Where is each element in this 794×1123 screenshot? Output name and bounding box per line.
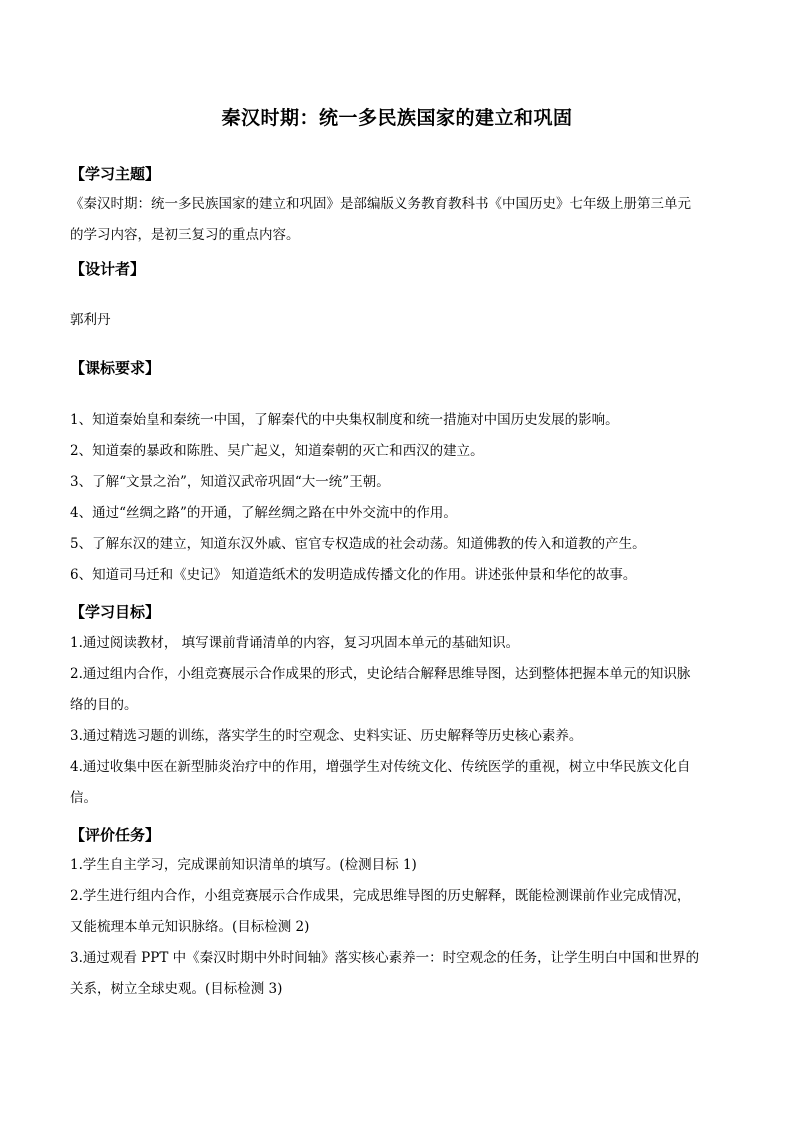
task-item-1: 1.学生自主学习，完成课前知识清单的填写。(检测目标 1): [70, 857, 417, 873]
theme-paragraph: [70, 189, 726, 251]
standard-item: 3、了解“文景之治”，知道汉武帝巩固“大一统”王朝。: [70, 474, 390, 490]
heading-goals: 【学习目标】: [70, 603, 161, 621]
goal-item-2-cont: 络的目的。: [70, 697, 138, 713]
heading-designer: 【设计者】: [70, 260, 146, 278]
task-item-2: 2.学生进行组内合作，小组竞赛展示合作成果，完成思维导图的历史解释，既能检测课前作业完成情况，: [70, 888, 691, 904]
tasks-list: [70, 850, 726, 1005]
task-item-3-cont: 关系，树立全球史观。(目标检测 3): [70, 981, 283, 997]
theme-line-1: 《秦汉时期：统一多民族国家的建立和巩固》是部编版义务教育教科书《中国历史》七年级上册第三单元: [70, 196, 691, 212]
standard-item: 4、通过“丝绸之路”的开通，了解丝绸之路在中外交流中的作用。: [70, 505, 457, 521]
heading-tasks: 【评价任务】: [70, 826, 161, 844]
goal-item-1: 1.通过阅读教材， 填写课前背诵清单的内容，复习巩固本单元的基础知识。: [70, 635, 520, 651]
goal-item-4: 4.通过收集中医在新型肺炎治疗中的作用，增强学生对传统文化、传统医学的重视，树立中华民族文化自: [70, 759, 691, 775]
heading-standards: 【课标要求】: [70, 359, 161, 377]
standard-item: 6、知道司马迁和《史记》 知道造纸术的发明造成传播文化的作用。讲述张仲景和华佗的故事。: [70, 567, 637, 583]
goal-item-2: 2.通过组内合作，小组竞赛展示合作成果的形式，史论结合解释思维导图，达到整体把握本单元的知识脉: [70, 666, 691, 682]
task-item-2-cont: 又能梳理本单元知识脉络。(目标检测 2): [70, 919, 310, 935]
heading-theme: 【学习主题】: [70, 165, 161, 183]
document-title: 秦汉时期：统一多民族国家的建立和巩固: [221, 107, 573, 129]
designer-name: 郭利丹: [70, 312, 111, 328]
standard-item: 1、知道秦始皇和秦统一中国，了解秦代的中央集权制度和统一措施对中国历史发展的影响。: [70, 412, 619, 428]
standard-item: 2、知道秦的暴政和陈胜、吴广起义，知道秦朝的灭亡和西汉的建立。: [70, 443, 484, 459]
goal-item-3: 3.通过精选习题的训练，落实学生的时空观念、史料实证、历史解释等历史核心素养。: [70, 728, 583, 744]
goals-list: [70, 628, 726, 814]
standards-list: [70, 405, 726, 591]
goal-item-4-cont: 信。: [70, 790, 97, 806]
standard-item: 5、了解东汉的建立，知道东汉外戚、宦官专权造成的社会动荡。知道佛教的传入和道教的产生。: [70, 536, 646, 552]
task-item-3: 3.通过观看 PPT 中《秦汉时期中外时间轴》落实核心素养一：时空观念的任务，让学生明白中国和世界的: [70, 950, 700, 966]
theme-line-2: 的学习内容，是初三复习的重点内容。: [70, 227, 300, 243]
